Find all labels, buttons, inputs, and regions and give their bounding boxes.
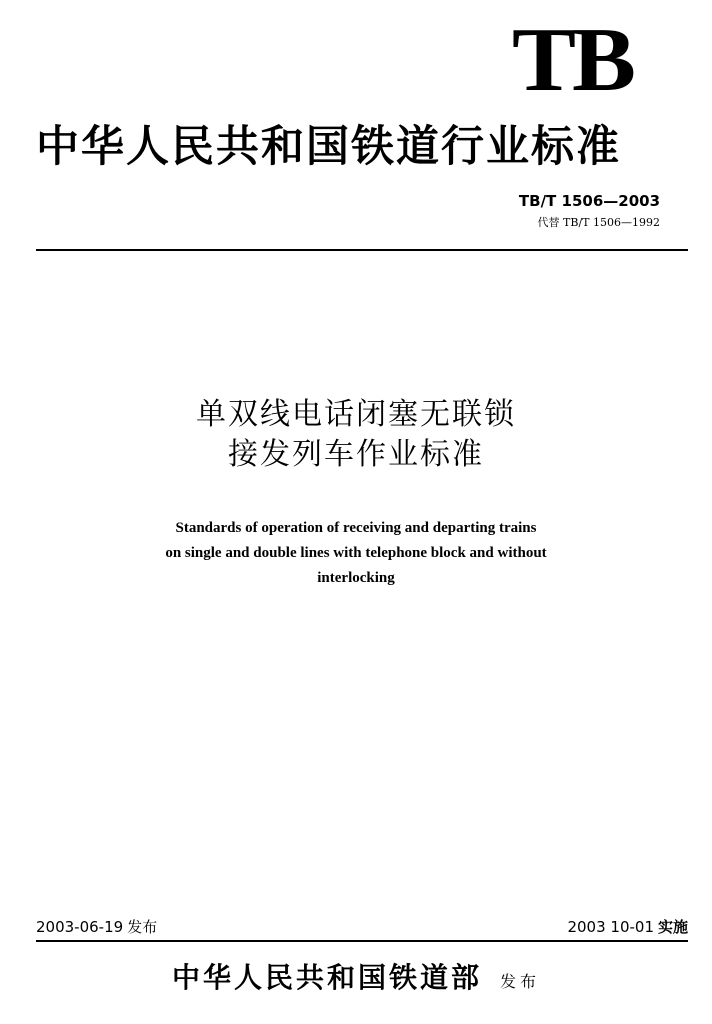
issue-label: 发布 — [127, 918, 158, 936]
effective-label: 实施 — [657, 918, 688, 936]
publisher-name: 中华人民共和国铁道部 — [171, 961, 482, 994]
tb-logo: TB — [511, 8, 632, 110]
english-title-line-2: on single and double lines with telephone block and without — [165, 545, 547, 561]
english-title — [106, 516, 606, 591]
chinese-title-line-2: 接发列车作业标准 — [228, 437, 484, 472]
header-divider — [36, 249, 688, 251]
english-title-line-1: Standards of operation of receiving and departing trains — [175, 520, 537, 536]
issue-date: 2003-06-19 — [36, 918, 124, 936]
issuing-authority-title: 中华人民共和国铁道行业标准 — [36, 122, 621, 172]
issue-date-group — [36, 916, 157, 938]
effective-date: 2003 10-01 — [567, 918, 654, 936]
chinese-title-line-1: 单双线电话闭塞无联锁 — [196, 397, 516, 432]
replaced-standard-number: 代替 TB/T 1506—1992 — [537, 216, 660, 229]
standard-number: TB/T 1506—2003 — [518, 192, 660, 210]
date-row — [36, 916, 688, 938]
chinese-title — [0, 395, 712, 475]
english-title-line-3: interlocking — [317, 570, 395, 586]
footer-divider — [36, 940, 688, 942]
publisher-action: 发布 — [500, 972, 541, 991]
effective-date-group — [567, 916, 688, 938]
publisher-line — [0, 960, 712, 1000]
